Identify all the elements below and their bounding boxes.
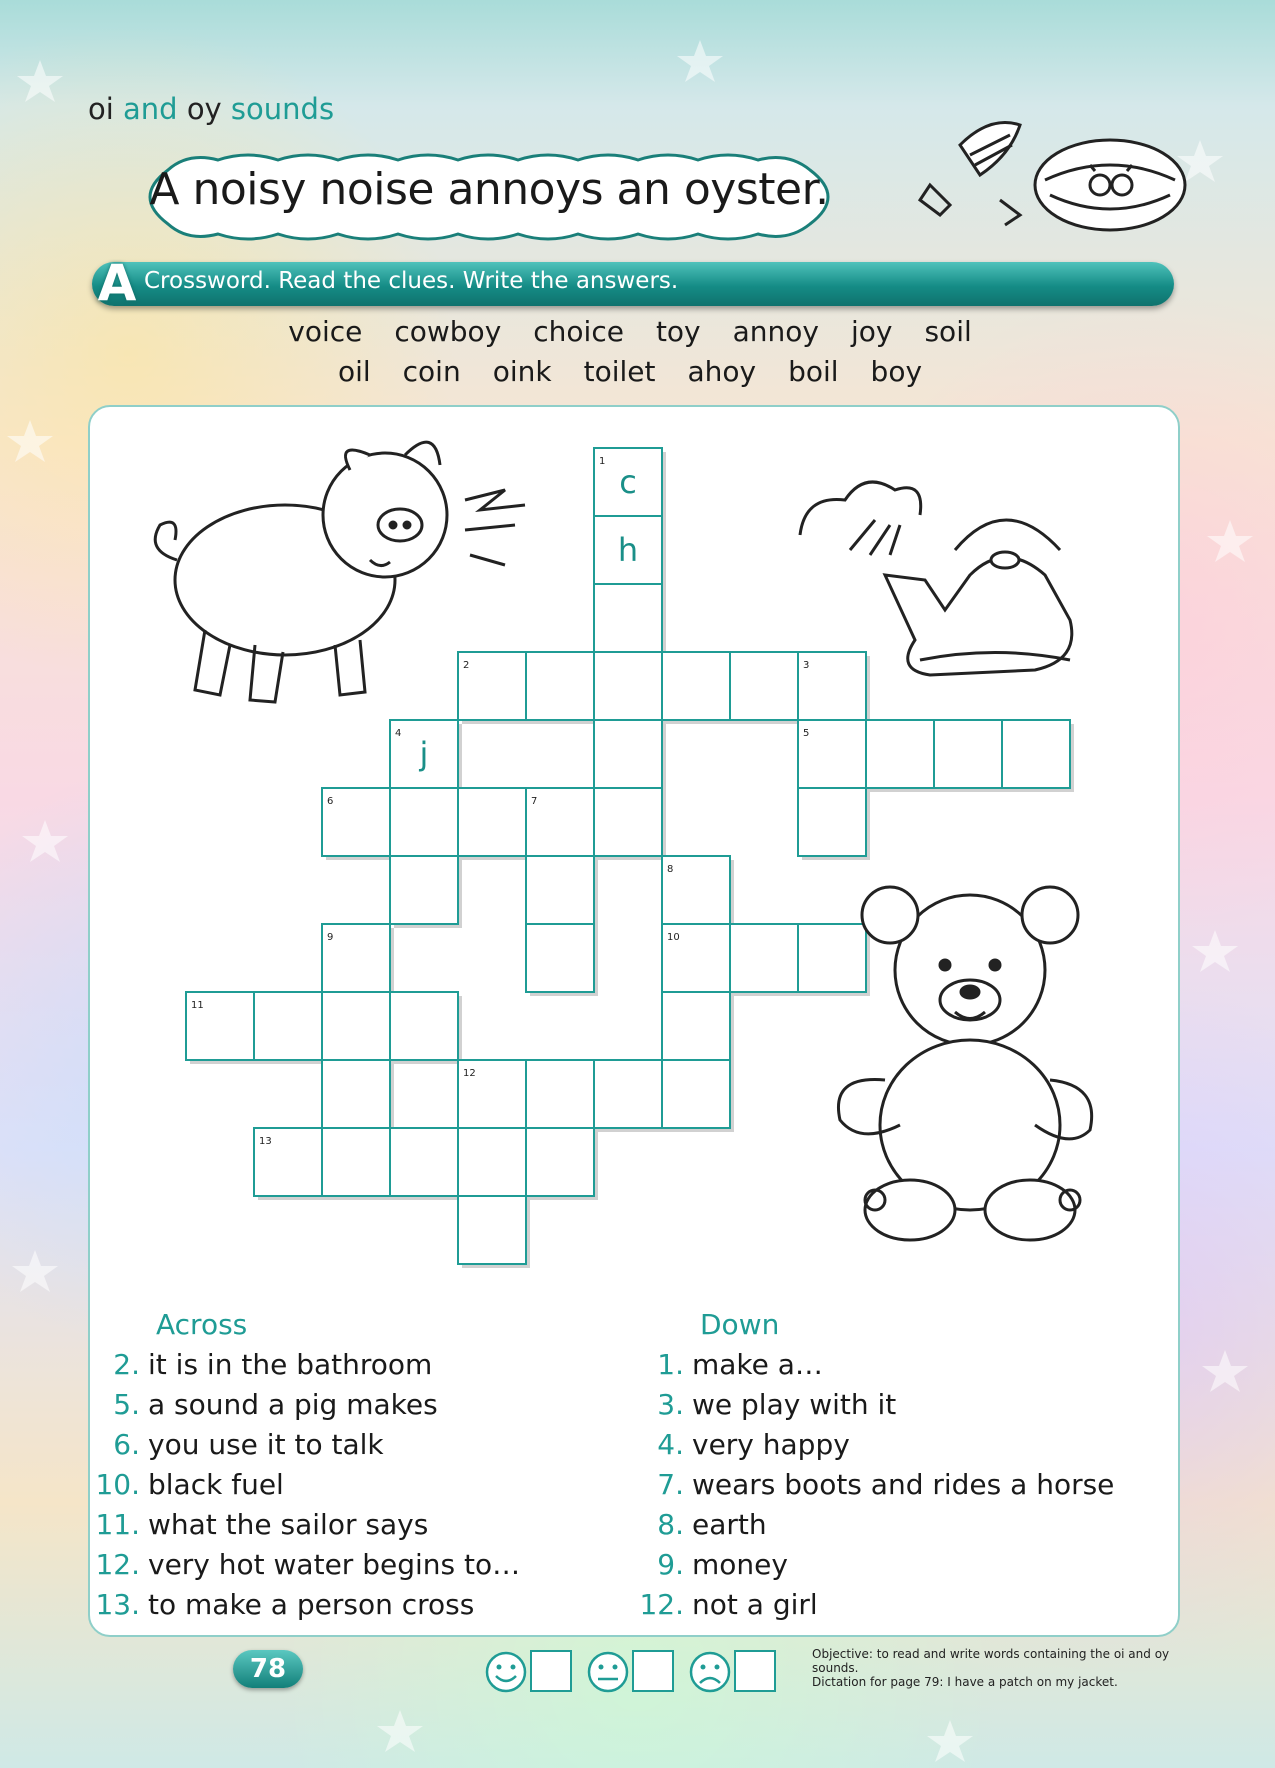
self-assessment-box[interactable] — [632, 1650, 674, 1692]
crossword-clue-number: 5 — [803, 728, 810, 739]
crossword-clue-number: 1 — [599, 456, 606, 467]
word-bank-word: joy — [850, 315, 893, 348]
crossword-cell[interactable] — [594, 584, 662, 652]
crossword-clue-number: 10 — [667, 932, 680, 943]
kettle-illustration — [795, 470, 1125, 695]
crossword-cell[interactable] — [390, 856, 458, 924]
crossword-cell[interactable] — [254, 992, 322, 1060]
neutral-face-icon — [586, 1650, 630, 1694]
down-heading: Down — [700, 1308, 780, 1341]
crossword-cell[interactable] — [1002, 720, 1070, 788]
across-clue: 10. black fuel — [95, 1468, 284, 1501]
dictation-text: Dictation for page 79: I have a patch on my jacket. — [812, 1675, 1118, 1689]
crossword-cell[interactable] — [322, 1060, 390, 1128]
word-bank-word: coin — [402, 355, 461, 388]
crossword-cell[interactable] — [730, 652, 798, 720]
word-bank-word: toilet — [583, 355, 656, 388]
crossword-cell[interactable] — [322, 992, 390, 1060]
sound-topic-heading: oi and oy sounds — [88, 92, 335, 126]
crossword-cell[interactable] — [526, 856, 594, 924]
pig-illustration — [135, 430, 565, 730]
crossword-cell[interactable] — [934, 720, 1002, 788]
crossword-cell[interactable] — [322, 1128, 390, 1196]
crossword-clue-number: 11 — [191, 1000, 204, 1011]
page-number: 78 — [233, 1650, 303, 1688]
word-bank-word: oink — [492, 355, 552, 388]
across-clue: 2. it is in the bathroom — [113, 1348, 433, 1381]
word-bank-word: ahoy — [687, 355, 757, 388]
down-clue: 3. we play with it — [657, 1388, 897, 1421]
word-bank-word: cowboy — [394, 315, 502, 348]
down-clue: 1. make a… — [657, 1348, 823, 1381]
section-letter: A — [97, 254, 137, 312]
crossword-prefilled-letter: h — [617, 531, 639, 569]
crossword-cell[interactable] — [526, 1060, 594, 1128]
word-bank-word: boy — [870, 355, 923, 388]
crossword-cell[interactable] — [458, 1196, 526, 1264]
crossword-cell[interactable] — [662, 1060, 730, 1128]
crossword-cell[interactable] — [866, 720, 934, 788]
self-assessment-box[interactable] — [530, 1650, 572, 1692]
word-bank-word: soil — [924, 315, 972, 348]
crossword-cell[interactable] — [390, 1128, 458, 1196]
crossword-clue-number: 12 — [463, 1068, 476, 1079]
word-bank-word: voice — [288, 315, 363, 348]
crossword-cell[interactable] — [458, 1128, 526, 1196]
word-bank-word: boil — [788, 355, 839, 388]
self-assessment-box[interactable] — [734, 1650, 776, 1692]
crossword-clue-number: 8 — [667, 864, 674, 875]
crossword-clue-number: 9 — [327, 932, 334, 943]
crossword-clue-number: 2 — [463, 660, 470, 671]
down-clue: 9. money — [657, 1548, 788, 1581]
across-clue: 5. a sound a pig makes — [113, 1388, 438, 1421]
teddy-bear-illustration — [820, 870, 1110, 1250]
crossword-cell[interactable] — [390, 992, 458, 1060]
down-clue: 4. very happy — [657, 1428, 850, 1461]
crossword-cell[interactable] — [526, 924, 594, 992]
crossword-clue-number: 6 — [327, 796, 334, 807]
crossword-clue-number: 13 — [259, 1136, 272, 1147]
crossword-cell[interactable] — [390, 788, 458, 856]
objective-text: Objective: to read and write words containing the oi and oy sounds. — [812, 1647, 1170, 1675]
word-bank-word: oil — [337, 355, 371, 388]
crossword-cell[interactable] — [594, 720, 662, 788]
instruction-text: Crossword. Read the clues. Write the answers. — [144, 268, 679, 294]
sad-face-icon — [688, 1650, 732, 1694]
word-bank-word: toy — [655, 315, 701, 348]
across-heading: Across — [156, 1308, 248, 1341]
crossword-cell[interactable] — [730, 924, 798, 992]
crossword-cell[interactable] — [662, 652, 730, 720]
word-bank-word: annoy — [732, 315, 819, 348]
crossword-cell[interactable] — [594, 652, 662, 720]
across-clue: 13. to make a person cross — [95, 1588, 475, 1621]
crossword-clue-number: 4 — [395, 728, 402, 739]
crossword-cell[interactable] — [662, 992, 730, 1060]
down-clue: 12. not a girl — [639, 1588, 818, 1621]
across-clue: 12. very hot water begins to… — [95, 1548, 521, 1581]
page-title: A noisy noise annoys an oyster. — [149, 164, 829, 215]
crossword-prefilled-letter: c — [619, 463, 637, 501]
down-clue: 7. wears boots and rides a horse — [657, 1468, 1115, 1501]
across-clue: 11. what the sailor says — [95, 1508, 429, 1541]
crossword-cell[interactable] — [594, 788, 662, 856]
down-clue: 8. earth — [657, 1508, 767, 1541]
happy-face-icon — [484, 1650, 528, 1694]
crossword-cell[interactable] — [594, 1060, 662, 1128]
crossword-clue-number: 7 — [531, 796, 538, 807]
word-bank-word: choice — [533, 315, 624, 348]
crossword-cell[interactable] — [798, 788, 866, 856]
objective-note — [812, 1647, 1172, 1689]
crossword-prefilled-letter: j — [419, 735, 429, 773]
across-clue: 6. you use it to talk — [113, 1428, 384, 1461]
crossword-cell[interactable] — [458, 788, 526, 856]
crossword-clue-number: 3 — [803, 660, 810, 671]
crossword-cell[interactable] — [526, 1128, 594, 1196]
